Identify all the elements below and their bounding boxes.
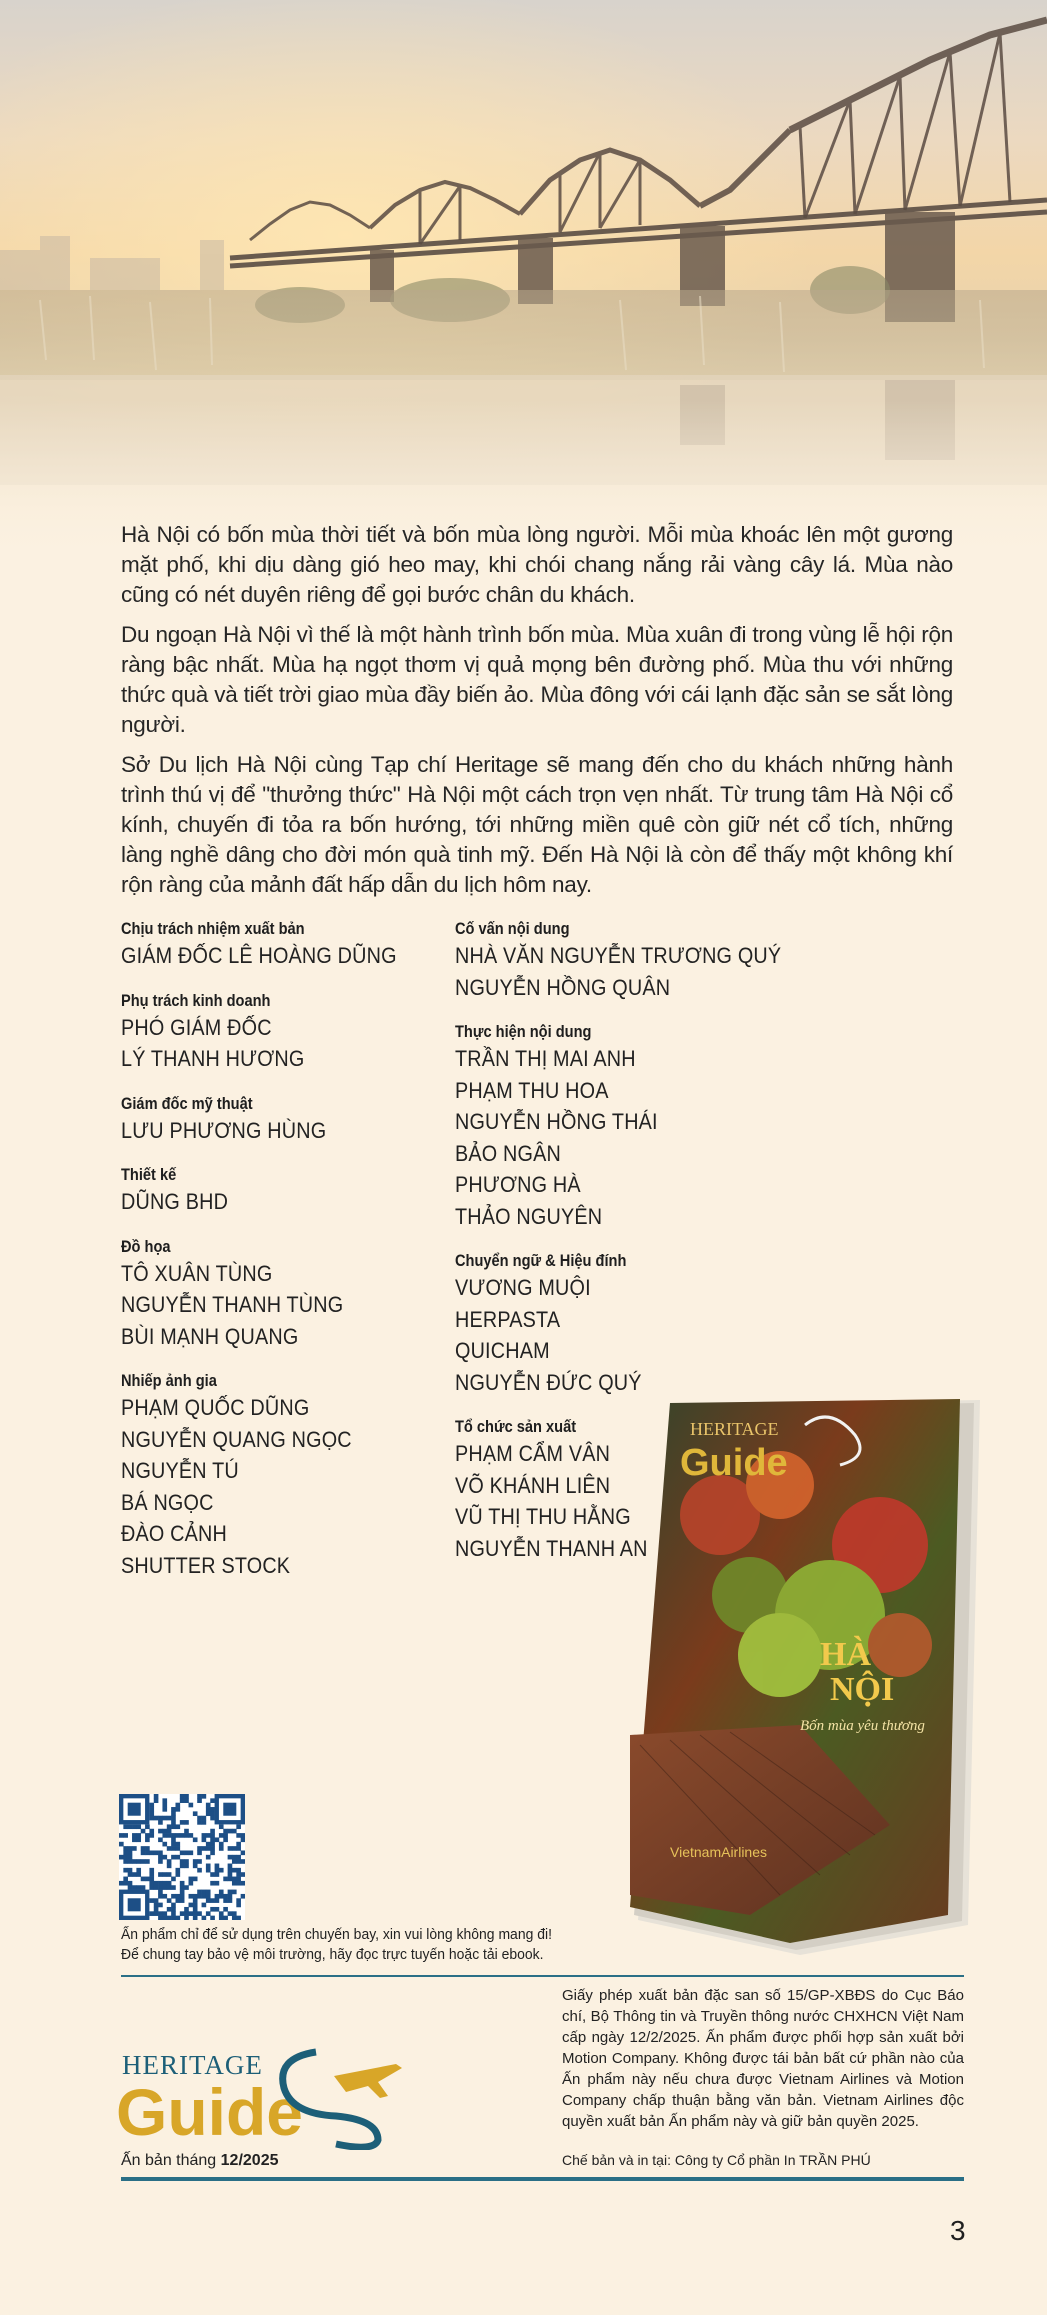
- credit-name: NGUYỄN THANH AN: [455, 1535, 648, 1561]
- credit-name: DŨNG BHD: [121, 1189, 229, 1214]
- cover-title-ha: HÀ: [820, 1636, 871, 1673]
- cover-subtitle: Bốn mùa yêu thương: [800, 1718, 925, 1734]
- logo-plane-icon: [334, 2064, 402, 2098]
- hero-bridge-image: [0, 0, 1047, 560]
- brochure-cover-image: [630, 1395, 990, 1955]
- credit-name: PHƯƠNG HÀ: [455, 1172, 581, 1197]
- credit-role: Phụ trách kinh doanh: [121, 990, 271, 1010]
- divider-bottom: [121, 2177, 964, 2181]
- credit-name: QUICHAM: [455, 1338, 550, 1363]
- inflight-note-line-1: Ấn phẩm chỉ để sử dụng trên chuyến bay, xin vui lòng không mang đi!: [121, 1926, 552, 1943]
- credit-name: ĐÀO CẢNH: [121, 1521, 227, 1546]
- credit-group: [455, 1250, 815, 1398]
- qr-code[interactable]: [119, 1794, 245, 1920]
- credit-role: Nhiếp ảnh gia: [121, 1371, 217, 1390]
- credit-group: [121, 1093, 441, 1147]
- cover-airline: VietnamAirlines: [670, 1844, 768, 1860]
- cover-title-noi: NỘI: [830, 1671, 895, 1708]
- credit-name: TRẦN THỊ MAI ANH: [455, 1046, 636, 1071]
- credit-name: NGUYỄN HỒNG THÁI: [455, 1109, 658, 1134]
- intro-paragraph-1: Hà Nội có bốn mùa thời tiết và bốn mùa lòng người. Mỗi mùa khoác lên một gương mặt phố, khi dịu dàng gió heo may, khi chói chang nắng rải vàng cây lá. Mùa nào cũng có nét duyên riêng để gọi bước chân du khách.: [121, 522, 953, 607]
- credit-name: VƯƠNG MUỘI: [455, 1275, 591, 1300]
- inflight-note: [121, 1925, 605, 1965]
- credit-name: LƯU PHƯƠNG HÙNG: [121, 1117, 327, 1143]
- credit-name: GIÁM ĐỐC LÊ HOÀNG DŨNG: [121, 943, 397, 968]
- credit-group: [121, 990, 441, 1075]
- credit-name: BẢO NGÂN: [455, 1140, 561, 1166]
- credit-role: Chuyển ngữ & Hiệu đính: [455, 1251, 627, 1270]
- credit-name: PHÓ GIÁM ĐỐC: [121, 1014, 272, 1040]
- credit-name: NGUYỄN HỒNG QUÂN: [455, 974, 671, 1000]
- credit-group: [121, 918, 441, 972]
- credit-name: NGUYỄN ĐỨC QUÝ: [455, 1369, 642, 1395]
- credit-name: BÁ NGỌC: [121, 1489, 214, 1515]
- credit-name: SHUTTER STOCK: [121, 1552, 291, 1578]
- credit-name: NGUYỄN QUANG NGỌC: [121, 1426, 352, 1452]
- logo-guide-text: Guide: [116, 2075, 304, 2149]
- credit-group: [455, 1021, 815, 1232]
- printer-text: Chế bản và in tại: Công ty Cổ phần In TRẦN PHÚ: [562, 2152, 871, 2168]
- edition-line: [121, 2150, 279, 2172]
- credit-name: THẢO NGUYÊN: [455, 1203, 603, 1229]
- credit-name: TÔ XUÂN TÙNG: [121, 1260, 273, 1286]
- heritage-guide-logo: [116, 2040, 406, 2150]
- intro-paragraph-3: Sở Du lịch Hà Nội cùng Tạp chí Heritage sẽ mang đến cho du khách những hành trình thú vị để "thưởng thức" Hà Nội một cách trọn vẹn nhất. Từ trung tâm Hà Nội cổ kính, chuyến đi tỏa ra bốn hướng, tới những miền quê còn giữ nét cổ tích, những làng nghề dâng cho đời món quà tinh mỹ. Đến Hà Nội là còn để thấy một không khí rộn ràng của mảnh đất hấp dẫn du lịch hôm nay.: [121, 752, 953, 897]
- credit-group: [121, 1370, 441, 1581]
- intro-paragraph-2: Du ngoạn Hà Nội vì thế là một hành trình bốn mùa. Mùa xuân đi trong vùng lễ hội rộn ràng bậc nhất. Mùa hạ ngọt thơm vị quả mọng bên đường phố. Mùa thu với những thức quà và tiết trời giao mùa đầy biến ảo. Mùa đông với cái lạnh đặc sản se sắt lòng người.: [121, 622, 953, 737]
- license-text: Giấy phép xuất bản đặc san số 15/GP-XBĐS do Cục Báo chí, Bộ Thông tin và Truyền thông nước CHXHCN Việt Nam cấp ngày 12/2/2025. Ấn phẩm được phối hợp sản xuất bởi Motion Company. Không được tái bản bất cứ phần nào của Ấn phẩm này nếu chưa được Vietnam Airlines và Motion Company chấp thuận bằng văn bản. Vietnam Airlines độc quyền xuất bản Ấn phẩm này và giữ bản quyền 2025.: [562, 1987, 964, 2130]
- cover-logo-guide: Guide: [680, 1442, 788, 1484]
- credit-name: NGUYỄN THANH TÙNG: [121, 1292, 344, 1317]
- divider-top: [121, 1975, 964, 1977]
- credit-role: Cố vấn nội dung: [455, 919, 570, 938]
- credits-left-column: [121, 918, 441, 1599]
- edition-value: 12/2025: [220, 2152, 279, 2169]
- credit-name: HERPASTA: [455, 1306, 561, 1332]
- credit-name: VŨ THỊ THU HẰNG: [455, 1504, 631, 1529]
- credit-name: BÙI MẠNH QUANG: [121, 1323, 299, 1349]
- credit-name: VÕ KHÁNH LIÊN: [455, 1472, 611, 1498]
- inflight-note-line-2: Để chung tay bảo vệ môi trường, hãy đọc trực tuyến hoặc tải ebook.: [121, 1946, 544, 1963]
- credit-group: [121, 1164, 441, 1218]
- credit-name: PHẠM THU HOA: [455, 1077, 609, 1103]
- credit-role: Giám đốc mỹ thuật: [121, 1093, 253, 1113]
- credit-group: [455, 918, 815, 1003]
- credit-role: Tổ chức sản xuất: [455, 1417, 577, 1436]
- edition-label: Ấn bản tháng: [121, 2152, 217, 2169]
- credit-name: LÝ THANH HƯƠNG: [121, 1046, 305, 1071]
- credit-name: PHẠM CẨM VÂN: [455, 1441, 611, 1466]
- intro-text: [121, 520, 953, 910]
- credit-name: NGUYỄN TÚ: [121, 1458, 239, 1483]
- credit-role: Thiết kế: [121, 1165, 177, 1184]
- credit-name: PHẠM QUỐC DŨNG: [121, 1395, 310, 1420]
- page-number: 3: [950, 2215, 966, 2246]
- cover-logo-heritage: HERITAGE: [690, 1419, 779, 1439]
- credit-role: Đồ họa: [121, 1236, 171, 1256]
- logo-heritage-text: HERITAGE: [122, 2050, 263, 2080]
- credit-role: Thực hiện nội dung: [455, 1022, 592, 1041]
- credit-name: NHÀ VĂN NGUYỄN TRƯƠNG QUÝ: [455, 943, 782, 968]
- credit-role: Chịu trách nhiệm xuất bản: [121, 919, 305, 938]
- credit-group: [121, 1236, 441, 1353]
